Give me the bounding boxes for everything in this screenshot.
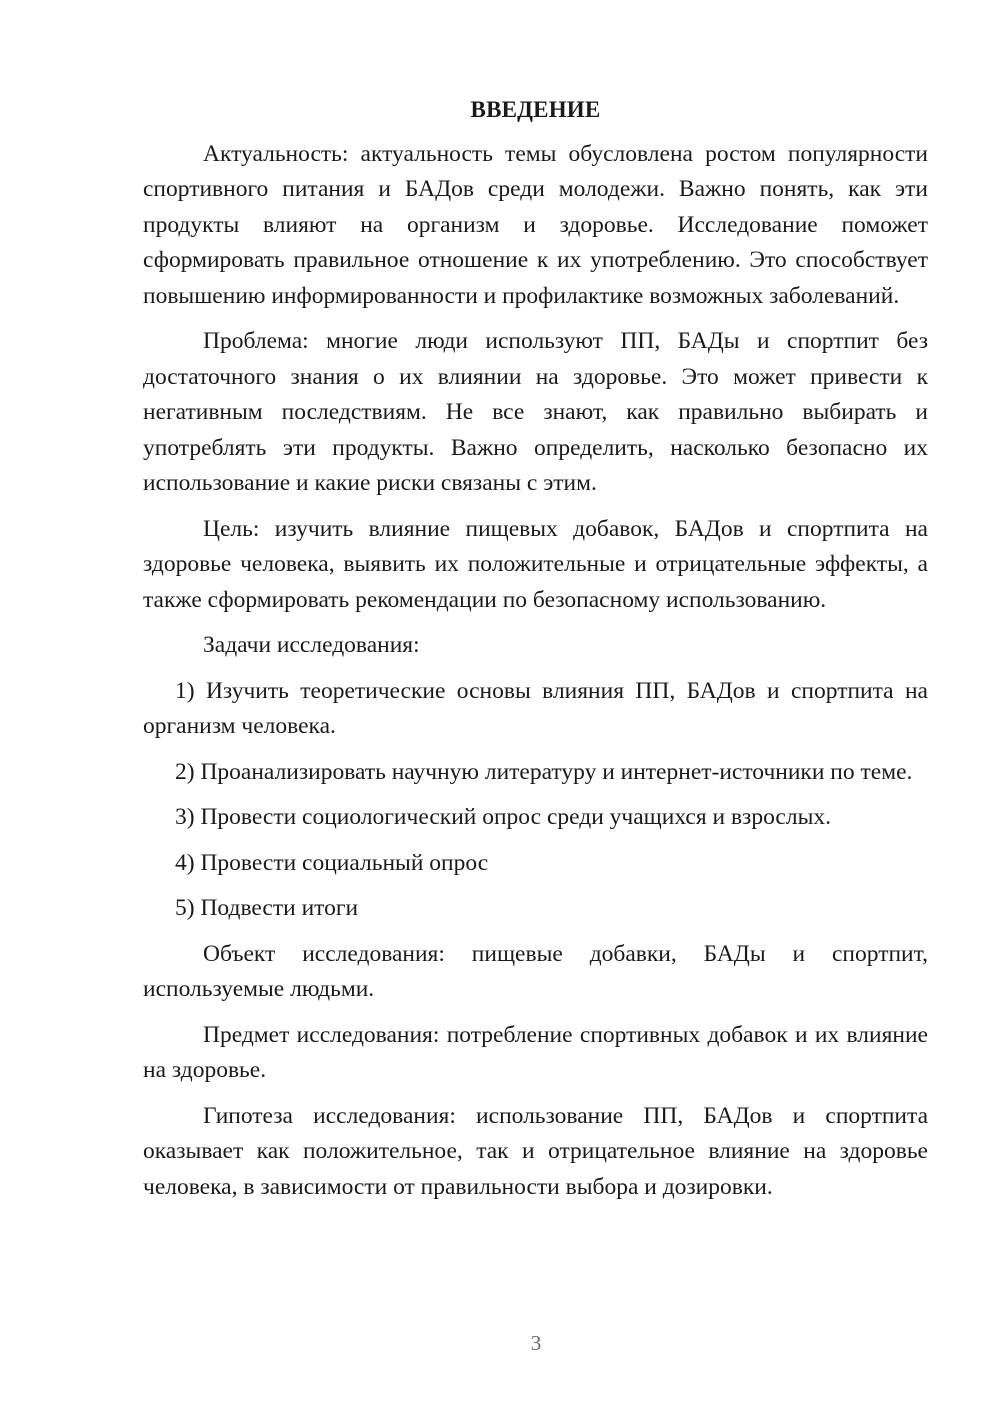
- page-number: 3: [530, 1331, 542, 1355]
- goal-paragraph: Цель: изучить влияние пищевых добавок, БАДов и спортпита на здоровье человека, выявить их положительные и отрицательные эффекты, а также сформировать рекомендации по безопасному использованию.: [143, 515, 928, 613]
- task-item-1: 1) Изучить теоретические основы влияния ПП, БАДов и спортпита на организм человека.: [143, 677, 928, 739]
- object-paragraph: Объект исследования: пищевые добавки, БАДы и спортпит, используемые людьми.: [143, 940, 928, 1002]
- task-item-2: 2) Проанализировать научную литературу и интернет-источники по теме.: [175, 758, 913, 785]
- task-item-4: 4) Провести социальный опрос: [175, 849, 489, 876]
- problem-paragraph: Проблема: многие люди используют ПП, БАДы и спортпит без достаточного знания о их влиянии на здоровье. Это может привести к негативным последствиям. Не все знают, как правильно выбирать и употреблять эти продукты. Важно определить, насколько безопасно их использование и какие риски связаны с этим.: [143, 328, 928, 496]
- subject-paragraph: Предмет исследования: потребление спортивных добавок и их влияние на здоровье.: [143, 1021, 928, 1083]
- task-item-3: 3) Провести социологический опрос среди учащихся и взрослых.: [175, 804, 831, 830]
- document-body: [143, 92, 928, 1215]
- section-title: ВВЕДЕНИЕ: [470, 97, 601, 122]
- task-item-5: 5) Подвести итоги: [175, 895, 359, 921]
- relevance-paragraph: Актуальность: актуальность темы обусловлена ростом популярности спортивного питания и БАДов среди молодежи. Важно понять, как эти продукты влияют на организм и здоровье. Исследование поможет сформировать правильное отношение к их употреблению. Это способствует повышению информированности и профилактике возможных заболеваний.: [143, 140, 928, 309]
- hypothesis-paragraph: Гипотеза исследования: использование ПП, БАДов и спортпита оказывает как положительное, так и отрицательное влияние на здоровье человека, в зависимости от правильности выбора и дозировки.: [143, 1102, 928, 1200]
- tasks-heading: Задачи исследования:: [203, 632, 420, 658]
